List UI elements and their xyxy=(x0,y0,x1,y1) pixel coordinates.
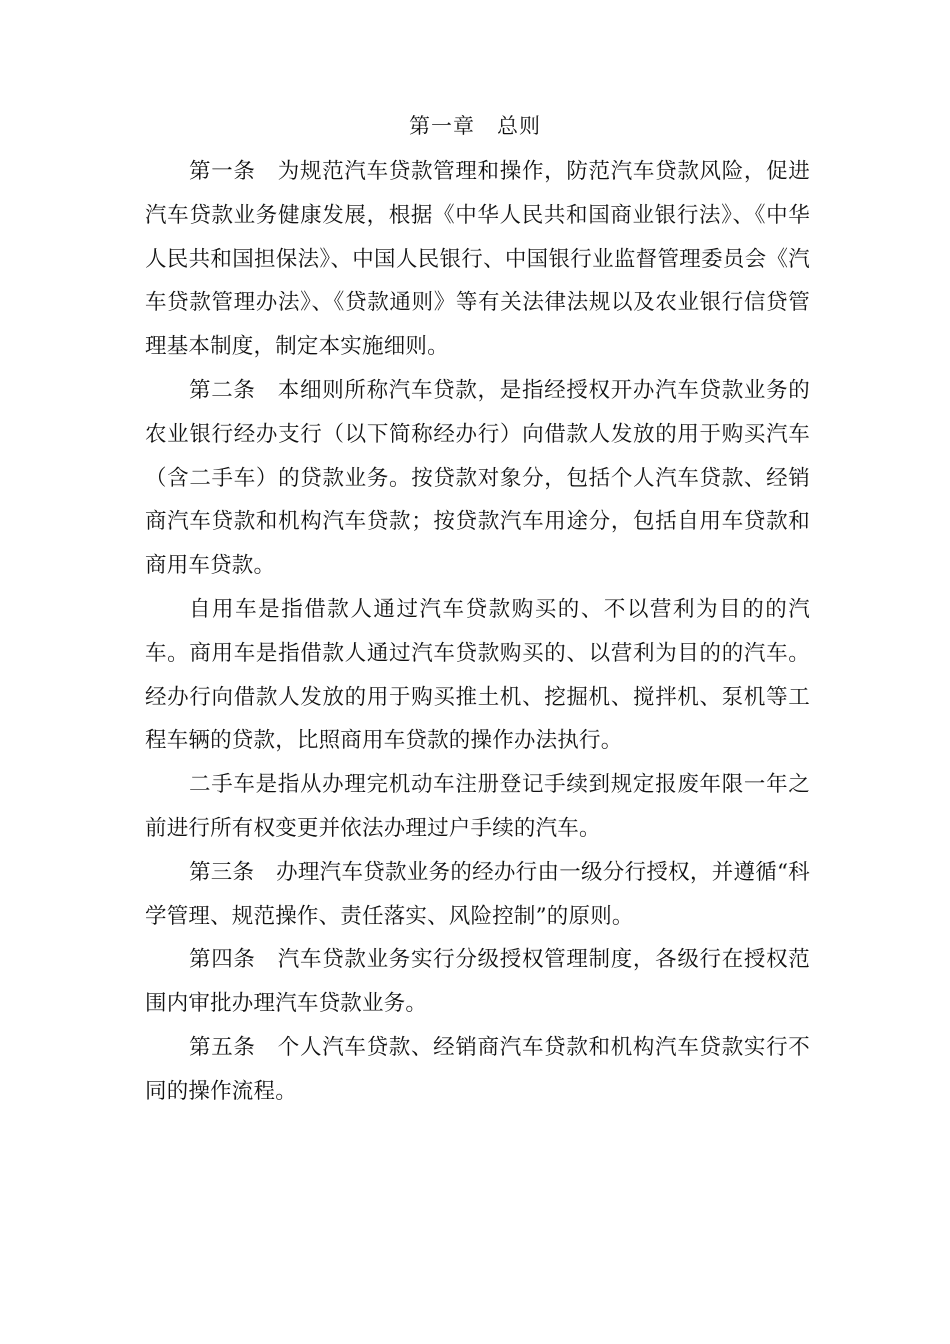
paragraph-self-use-vehicle xyxy=(145,588,810,763)
paragraph-article-5 xyxy=(145,1026,810,1114)
article-number: 第四条 xyxy=(189,947,278,973)
article-text: 为规范汽车贷款管理和操作，防范汽车贷款风险，促进汽车贷款业务健康发展，根据《中华人民共和国商业银行法》、《中华人民共和国担保法》、中国人民银行、中国银行业监督管理委员会《汽车贷款管理办法》、《贷款通则》等有关法律法规以及农业银行信贷管理基本制度，制定本实施细则。 xyxy=(145,159,810,360)
article-number: 第五条 xyxy=(189,1034,278,1060)
article-number: 第一条 xyxy=(189,159,278,184)
article-number: 第三条 xyxy=(189,859,277,885)
article-text: 汽车贷款业务实行分级授权管理制度，各级行在授权范围内审批办理汽车贷款业务。 xyxy=(145,947,810,1017)
paragraph-article-4 xyxy=(145,938,810,1026)
paragraph-article-1 xyxy=(145,150,810,369)
chapter-title: 第一章 总则 xyxy=(409,114,541,138)
paragraph-used-car xyxy=(145,763,810,851)
paragraph-article-2 xyxy=(145,369,810,588)
article-text: 办理汽车贷款业务的经办行由一级分行授权，并遵循“科学管理、规范操作、责任落实、风险控制”的原则。 xyxy=(145,859,810,929)
paragraph-article-3 xyxy=(145,851,810,939)
article-text: 二手车是指从办理完机动车注册登记手续到规定报废年限一年之前进行所有权变更并依法办理过户手续的汽车。 xyxy=(145,772,810,841)
article-text: 自用车是指借款人通过汽车贷款购买的、不以营利为目的的汽车。商用车是指借款人通过汽车贷款购买的、以营利为目的的汽车。经办行向借款人发放的用于购买推土机、挖掘机、搅拌机、泵机等工程车辆的贷款，比照商用车贷款的操作办法执行。 xyxy=(145,596,810,754)
article-text: 本细则所称汽车贷款，是指经授权开办汽车贷款业务的农业银行经办支行（以下简称经办行）向借款人发放的用于购买汽车（含二手车）的贷款业务。按贷款对象分，包括个人汽车贷款、经销商汽车贷款和机构汽车贷款；按贷款汽车用途分，包括自用车贷款和商用车贷款。 xyxy=(145,377,810,579)
article-number: 第二条 xyxy=(189,377,278,403)
document-body xyxy=(145,150,810,1114)
article-text: 个人汽车贷款、经销商汽车贷款和机构汽车贷款实行不同的操作流程。 xyxy=(145,1034,810,1104)
